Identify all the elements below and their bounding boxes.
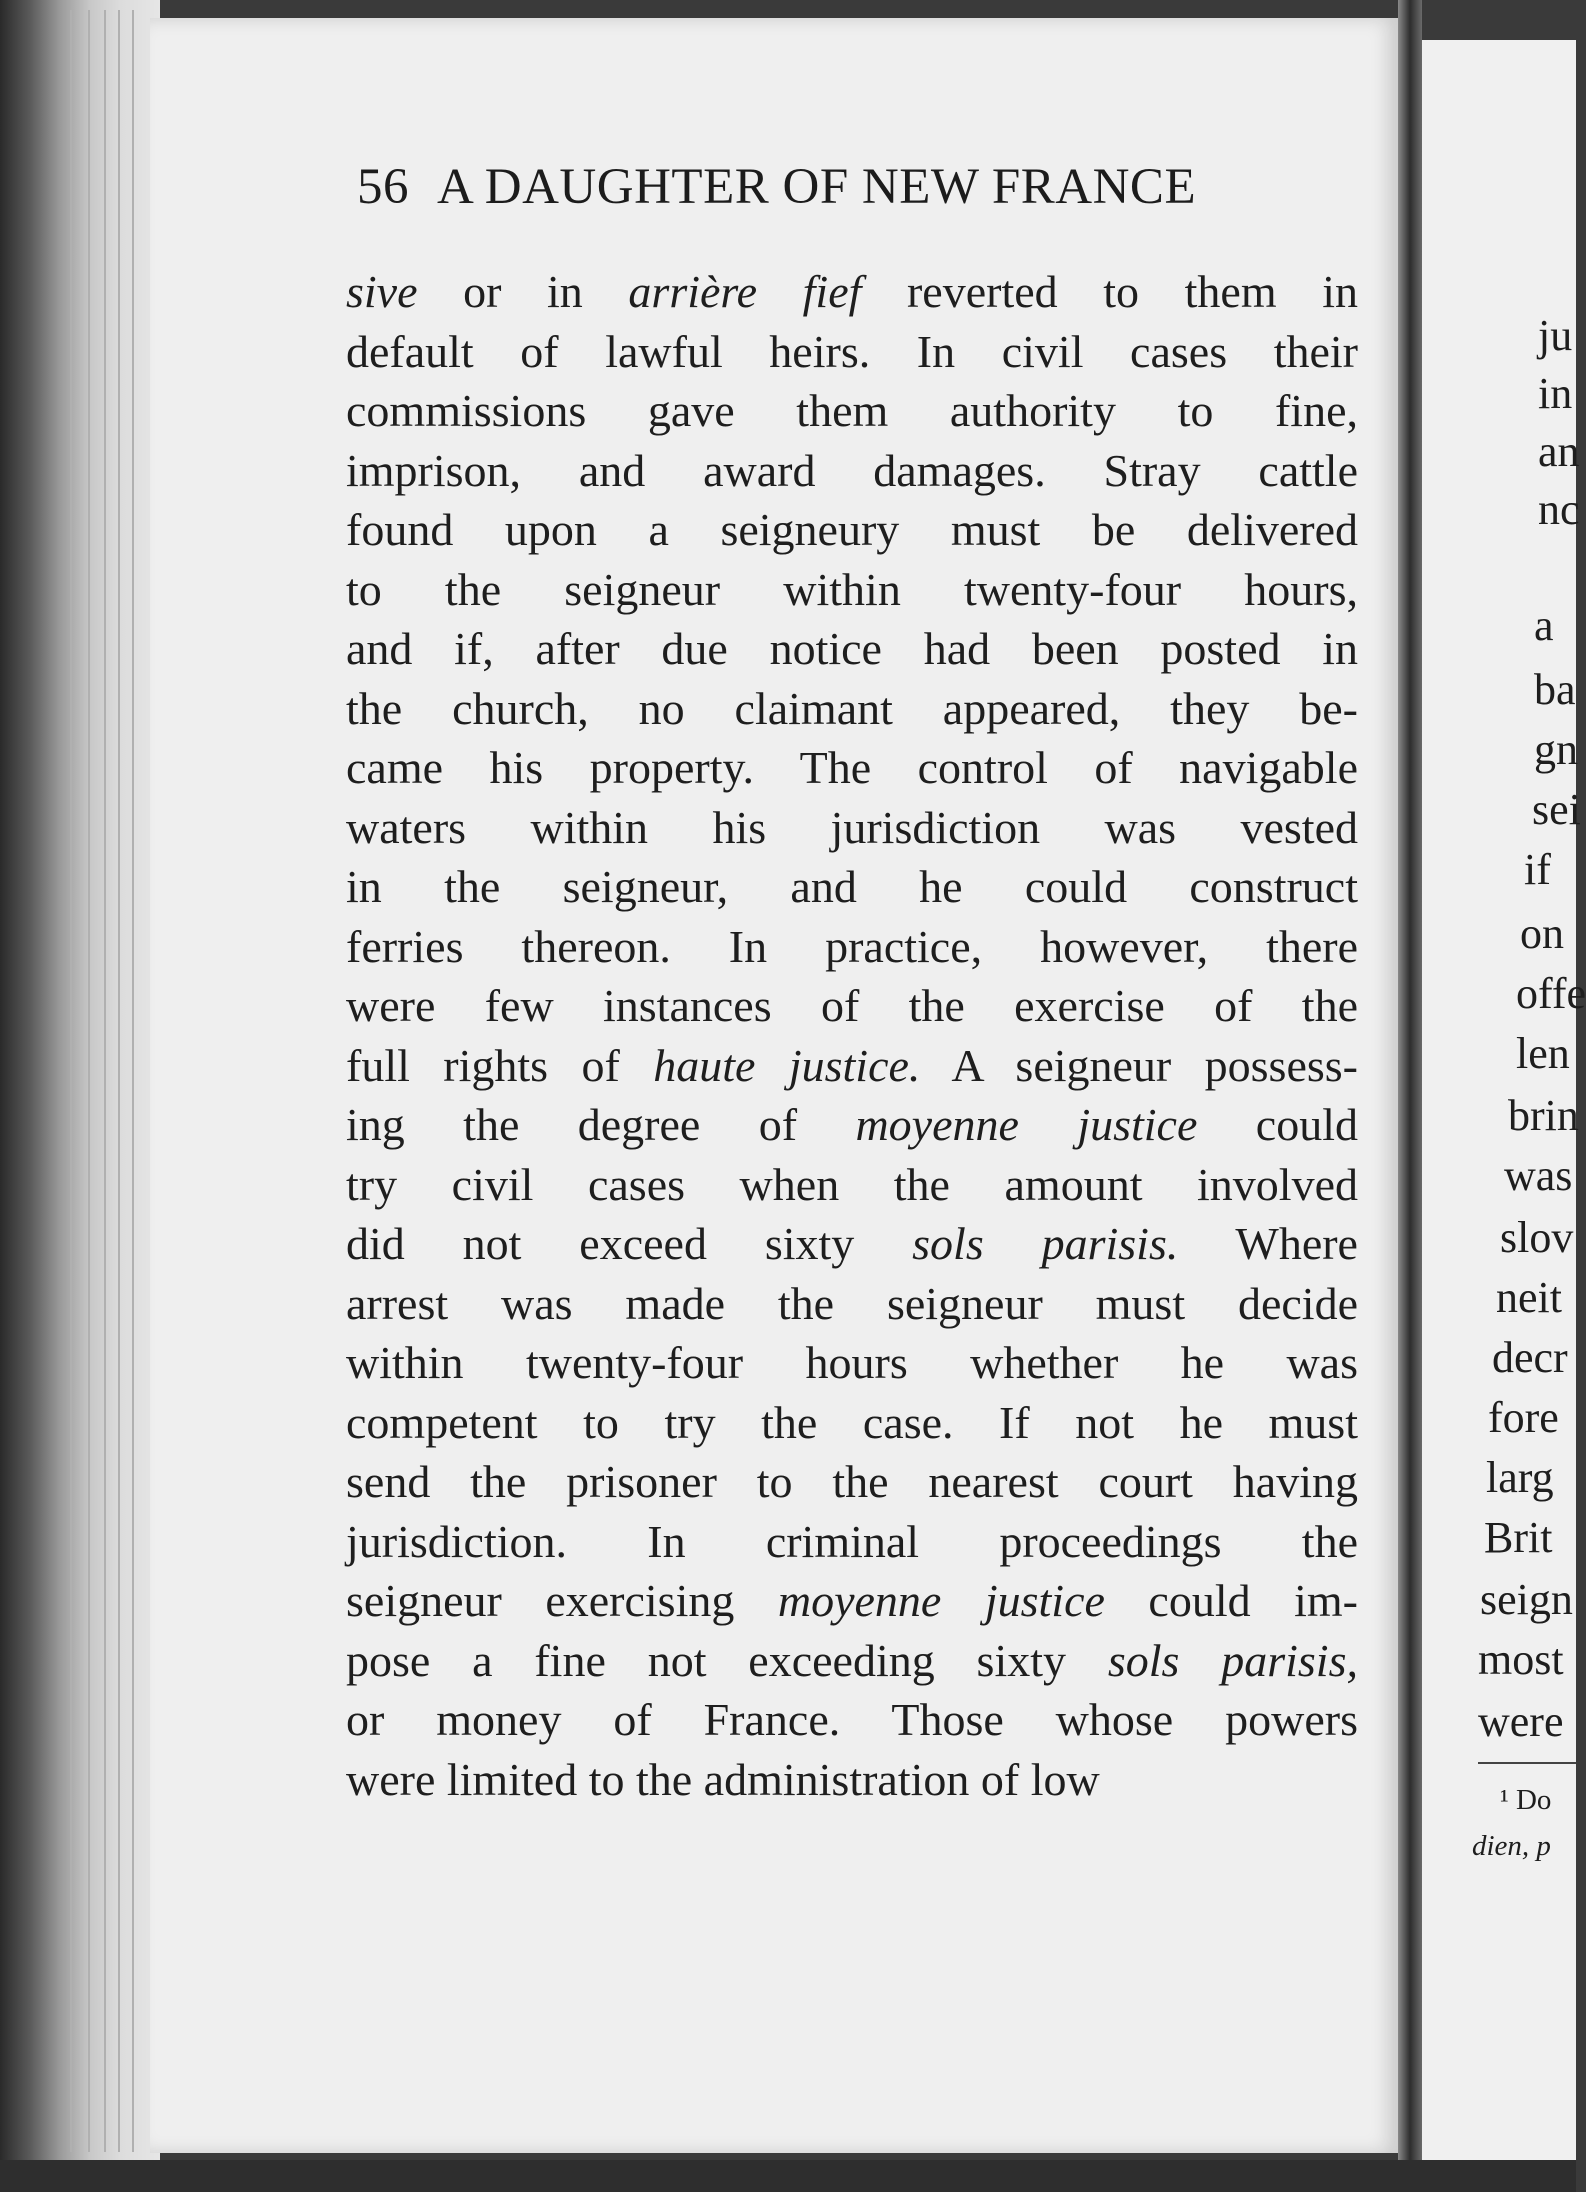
text-line [346,1750,1358,1810]
text-line [346,262,1358,322]
italic-term: moyenne justice [777,1575,1105,1626]
text-line [346,857,1358,917]
right-page-text-fragment: larg [1486,1453,1554,1502]
text-segment: A seigneur possess- [920,1039,1359,1091]
right-page-text-fragment: sei [1532,785,1581,834]
footnote-rule [1478,1762,1576,1764]
text-segment: could im- [1104,1575,1358,1626]
text-line [346,1095,1358,1155]
text-segment: full rights of [346,1039,654,1091]
text-segment: the church, no claimant appeared, they be- [346,682,1358,734]
text-segment: try civil cases when the amount involved [346,1158,1358,1210]
running-title: A DAUGHTER OF NEW FRANCE [437,159,1197,215]
text-segment: ferries thereon. In practice, however, there [346,920,1358,972]
right-page-text-fragment: offe [1516,969,1586,1018]
right-page-text-fragment: fore [1488,1393,1559,1442]
text-line [346,738,1358,798]
right-page-footnote: dien, p [1472,1830,1551,1862]
text-segment: in the seigneur, and he could construct [346,861,1358,912]
right-page-text-fragment: len [1516,1029,1570,1078]
right-page-text-fragment: most [1478,1635,1564,1684]
right-page-footnote: ¹ Do [1500,1784,1552,1816]
italic-term: sive [346,266,418,317]
text-line [346,1274,1358,1334]
text-segment: could [1197,1099,1358,1150]
right-page-text-fragment: were [1478,1697,1564,1746]
text-segment: or in [417,266,629,317]
text-line [346,1631,1358,1691]
right-page-text-fragment: seign [1480,1575,1573,1624]
italic-term: sols parisis, [1107,1634,1358,1686]
scan-border [0,2160,1576,2192]
right-page-text-fragment: in [1538,369,1573,418]
italic-term: moyenne justice [855,1099,1198,1150]
text-segment: commissions gave them authority to fine, [346,385,1358,436]
text-line [346,1452,1358,1512]
text-line [346,381,1358,441]
text-segment: to the seigneur within twenty-four hours, [346,563,1358,615]
text-segment: were limited to the administration of low [346,1753,1100,1805]
text-segment: competent to try the case. If not he must [346,1396,1358,1448]
right-page-text-fragment: a [1534,601,1554,650]
text-segment: seigneur exercising [346,1575,778,1626]
right-page-text-fragment: if [1524,845,1551,894]
text-segment: send the prisoner to the nearest court having [346,1456,1358,1507]
text-line [346,1690,1358,1750]
right-page-text-fragment: nc [1538,485,1580,534]
right-page-text-fragment: neit [1496,1273,1562,1322]
page-edge-stack [0,0,160,2192]
text-line [346,1155,1358,1215]
right-page-text-fragment: an [1538,427,1580,476]
text-segment: and if, after due notice had been posted in [346,623,1358,674]
text-segment: default of lawful heirs. In civil cases their [346,325,1358,377]
right-page-text-fragment: ju [1538,311,1573,360]
text-line [346,322,1358,382]
text-line [346,1214,1358,1274]
text-segment: ing the degree of [346,1099,856,1150]
right-page-text-fragment: gn [1534,725,1578,774]
text-line [346,1393,1358,1453]
text-segment: Where [1178,1218,1358,1269]
text-line [346,1571,1358,1631]
text-segment: were few instances of the exercise of the [346,980,1358,1031]
right-page-text-fragment: ba [1534,665,1576,714]
right-page-text-fragment: brin [1508,1091,1579,1140]
text-line [346,798,1358,858]
right-page-text-fragment: on [1520,909,1564,958]
text-line [346,560,1358,620]
text-line [346,679,1358,739]
text-segment: did not exceed sixty [346,1218,913,1269]
text-segment: arrest was made the seigneur must decide [346,1277,1358,1329]
text-line [346,976,1358,1036]
text-segment: within twenty-four hours whether he was [346,1337,1358,1388]
text-segment: waters within his jurisdiction was vested [346,801,1358,853]
right-page-text-fragment: was [1504,1151,1573,1200]
text-segment: or money of France. Those whose powers [346,1694,1358,1745]
italic-term: sols parisis. [912,1218,1179,1269]
text-segment: jurisdiction. In criminal proceedings the [346,1515,1358,1567]
text-line [346,917,1358,977]
body-text [346,262,1358,1809]
text-line [346,441,1358,501]
text-line [346,500,1358,560]
right-page-text-fragment: Brit [1484,1513,1553,1562]
italic-term: arrière fief [628,266,862,317]
book-gutter [1398,0,1422,2192]
text-line [346,1036,1358,1096]
text-segment: imprison, and award damages. Stray cattle [346,444,1358,496]
italic-term: haute justice. [653,1039,921,1091]
text-line [346,1512,1358,1572]
text-segment: pose a fine not exceeding sixty [346,1634,1108,1686]
right-page-text-fragment: slov [1500,1213,1574,1262]
running-header [357,158,1317,216]
page-number: 56 [357,159,409,215]
text-line [346,1333,1358,1393]
text-segment: came his property. The control of navigable [346,742,1358,793]
text-segment: found upon a seigneury must be delivered [346,504,1358,555]
text-segment: reverted to them in [861,266,1358,317]
text-line [346,619,1358,679]
right-page-text-fragment: decr [1492,1333,1568,1382]
